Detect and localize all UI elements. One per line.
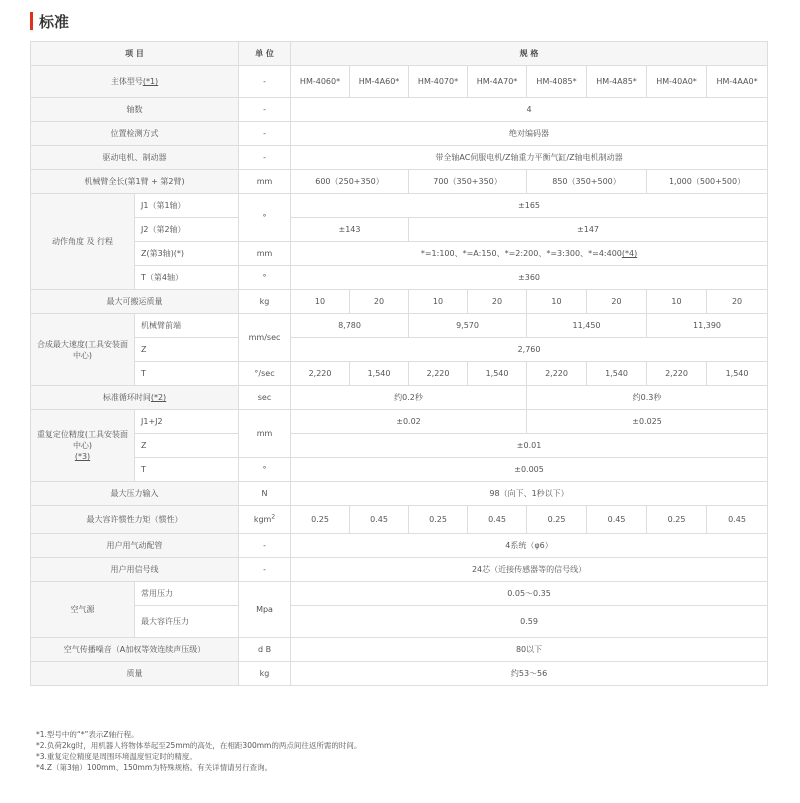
inertia-label: 最大容许惯性力矩（惯性） (31, 506, 239, 534)
speed-tip-unit: mm/sec (239, 314, 291, 362)
footnote: *1.型号中的“*”表示Z轴行程。 (36, 730, 139, 739)
cycle-row (31, 386, 768, 410)
arm-unit: mm (239, 170, 291, 194)
footnote-link-1[interactable]: (*1) (142, 77, 159, 86)
payload-value: 10 (647, 290, 707, 314)
signal-value: 24芯（近接传感器等的信号线） (291, 558, 768, 582)
speed-t-value: 2,220 (527, 362, 587, 386)
payload-value: 20 (468, 290, 527, 314)
payload-value: 10 (409, 290, 468, 314)
inertia-unit: kgm$^2$ (239, 506, 291, 534)
cycle-value: 约0.3秒 (527, 386, 768, 410)
inertia-value: 0.25 (647, 506, 707, 534)
mass-unit: kg (239, 662, 291, 686)
motion-t-row (31, 266, 768, 290)
arm-value: 1,000（500+500） (647, 170, 768, 194)
speed-t-value: 2,220 (647, 362, 707, 386)
header-item: 项 目 (31, 42, 239, 66)
speed-tip-value: 11,390 (647, 314, 768, 338)
axes-value: 4 (291, 98, 768, 122)
cycle-value: 约0.2秒 (291, 386, 527, 410)
signal-unit: - (239, 558, 291, 582)
header-unit: 单 位 (239, 42, 291, 66)
piping-label: 用户用气动配管 (31, 534, 239, 558)
header-row (31, 42, 768, 66)
speed-tip-row (31, 314, 768, 338)
noise-row (31, 638, 768, 662)
drive-unit: - (239, 146, 291, 170)
noise-value: 80以下 (291, 638, 768, 662)
repeat-t-label: T (135, 458, 239, 482)
speed-t-value: 1,540 (468, 362, 527, 386)
repeat-t-value: ±0.005 (291, 458, 768, 482)
speed-tip-label: 机械臂前端 (135, 314, 239, 338)
air-normal-value: 0.05～0.35 (291, 582, 768, 606)
air-label: 空气源 (31, 582, 135, 638)
section-heading (30, 11, 69, 31)
model-cell: HM-4060* (291, 66, 350, 98)
motion-j1-row (31, 194, 768, 218)
speed-t-label: T (135, 362, 239, 386)
model-cell: HM-40A0* (647, 66, 707, 98)
drive-value: 带全轴AC伺服电机/Z轴重力平衡气缸/Z轴电机制动器 (291, 146, 768, 170)
motion-t-label: T（第4轴） (135, 266, 239, 290)
model-row (31, 66, 768, 98)
model-cell: HM-4085* (527, 66, 587, 98)
motion-j1-label: J1（第1轴） (135, 194, 239, 218)
motion-j2-value-a: ±143 (291, 218, 409, 242)
speed-tip-value: 8,780 (291, 314, 409, 338)
payload-value: 20 (350, 290, 409, 314)
arm-label: 机械臂全长(第1臂 + 第2臂) (31, 170, 239, 194)
motion-label: 动作角度 及 行程 (31, 194, 135, 290)
arm-value: 700（350+350） (409, 170, 527, 194)
section-title: 标准 (39, 12, 70, 31)
model-label: 主体型号(*1) (31, 66, 239, 98)
mass-row (31, 662, 768, 686)
payload-row (31, 290, 768, 314)
mass-label: 质量 (31, 662, 239, 686)
noise-label: 空气传播噪音（A加权等效连续声压级） (31, 638, 239, 662)
motion-t-unit: ° (239, 266, 291, 290)
position-row (31, 122, 768, 146)
payload-value: 10 (291, 290, 350, 314)
repeat-j12-value: ±0.025 (527, 410, 768, 434)
model-cell: HM-4A85* (587, 66, 647, 98)
motion-j1-value: ±165 (291, 194, 768, 218)
press-value: 98（向下、1秒以下） (291, 482, 768, 506)
speed-t-value: 2,220 (291, 362, 350, 386)
drive-row (31, 146, 768, 170)
repeat-z-label: Z (135, 434, 239, 458)
speed-t-value: 1,540 (707, 362, 768, 386)
press-label: 最大压力输入 (31, 482, 239, 506)
motion-z-value: *=1:100、*=A:150、*=2:200、*=3:300、*=4:400(*4) (291, 242, 768, 266)
arm-value: 600（250+350） (291, 170, 409, 194)
press-unit: N (239, 482, 291, 506)
air-max-row (31, 606, 768, 638)
air-normal-label: 常用压力 (135, 582, 239, 606)
inertia-row (31, 506, 768, 534)
motion-j2-value-b: ±147 (409, 218, 768, 242)
signal-label: 用户用信号线 (31, 558, 239, 582)
air-max-value: 0.59 (291, 606, 768, 638)
footnote-link-3[interactable]: (*3) (74, 452, 91, 461)
repeat-label: 重复定位精度(工具安装面中心) (*3) (31, 410, 135, 482)
speed-z-row (31, 338, 768, 362)
press-row (31, 482, 768, 506)
axes-label: 轴数 (31, 98, 239, 122)
payload-value: 20 (707, 290, 768, 314)
inertia-value: 0.25 (527, 506, 587, 534)
speed-z-label: Z (135, 338, 239, 362)
air-normal-row (31, 582, 768, 606)
repeat-t-row (31, 458, 768, 482)
piping-row (31, 534, 768, 558)
inertia-value: 0.45 (350, 506, 409, 534)
mass-value: 约53～56 (291, 662, 768, 686)
model-cell: HM-4070* (409, 66, 468, 98)
payload-value: 20 (587, 290, 647, 314)
footnote-link-4[interactable]: (*4) (621, 249, 638, 258)
header-spec: 规 格 (291, 42, 768, 66)
heading-accent-bar (30, 12, 33, 30)
axes-unit: - (239, 98, 291, 122)
inertia-value: 0.45 (707, 506, 768, 534)
position-value: 绝对编码器 (291, 122, 768, 146)
arm-value: 850（350+500） (527, 170, 647, 194)
model-cell: HM-4A60* (350, 66, 409, 98)
footnote: *2.负荷2kg时，用机器人将物体举起至25mm的高处，在相距300mm的两点间往返所需的时间。 (36, 741, 362, 750)
repeat-j12-label: J1+J2 (135, 410, 239, 434)
arm-row (31, 170, 768, 194)
speed-tip-value: 9,570 (409, 314, 527, 338)
motion-z-unit: mm (239, 242, 291, 266)
inertia-value: 0.25 (291, 506, 350, 534)
speed-z-value: 2,760 (291, 338, 768, 362)
speed-label: 合成最大速度(工具安装面中心) (31, 314, 135, 386)
speed-t-row (31, 362, 768, 386)
inertia-value: 0.45 (587, 506, 647, 534)
axes-row (31, 98, 768, 122)
repeat-j12-value: ±0.02 (291, 410, 527, 434)
cycle-unit: sec (239, 386, 291, 410)
speed-t-value: 2,220 (409, 362, 468, 386)
air-unit: Mpa (239, 582, 291, 638)
repeat-t-unit: ° (239, 458, 291, 482)
repeat-z-value: ±0.01 (291, 434, 768, 458)
motion-j2-label: J2（第2轴） (135, 218, 239, 242)
footnote-link-2[interactable]: (*2) (150, 393, 167, 402)
footnote: *4.Z（第3轴）100mm、150mm为特殊规格。有关详情请另行查询。 (36, 763, 273, 772)
speed-t-unit: °/sec (239, 362, 291, 386)
motion-t-value: ±360 (291, 266, 768, 290)
motion-z-label: Z(第3轴)(*) (135, 242, 239, 266)
model-cell: HM-4AA0* (707, 66, 768, 98)
inertia-value: 0.45 (468, 506, 527, 534)
payload-value: 10 (527, 290, 587, 314)
footnote: *3.重复定位精度是周围环境温度恒定时的精度。 (36, 752, 197, 761)
payload-label: 最大可搬运质量 (31, 290, 239, 314)
spec-table (30, 41, 768, 686)
position-unit: - (239, 122, 291, 146)
position-label: 位置检测方式 (31, 122, 239, 146)
noise-unit: d B (239, 638, 291, 662)
speed-t-value: 1,540 (587, 362, 647, 386)
inertia-value: 0.25 (409, 506, 468, 534)
payload-unit: kg (239, 290, 291, 314)
motion-z-row (31, 242, 768, 266)
footnotes (36, 729, 361, 773)
model-unit: - (239, 66, 291, 98)
repeat-j12-unit: mm (239, 410, 291, 458)
repeat-z-row (31, 434, 768, 458)
drive-label: 驱动电机、制动器 (31, 146, 239, 170)
speed-t-value: 1,540 (350, 362, 409, 386)
motion-j2-row (31, 218, 768, 242)
motion-angle-unit: ° (239, 194, 291, 242)
cycle-label: 标准循环时间(*2) (31, 386, 239, 410)
speed-tip-value: 11,450 (527, 314, 647, 338)
piping-unit: - (239, 534, 291, 558)
repeat-j12-row (31, 410, 768, 434)
piping-value: 4系统（φ6） (291, 534, 768, 558)
air-max-label: 最大容许压力 (135, 606, 239, 638)
signal-row (31, 558, 768, 582)
model-cell: HM-4A70* (468, 66, 527, 98)
